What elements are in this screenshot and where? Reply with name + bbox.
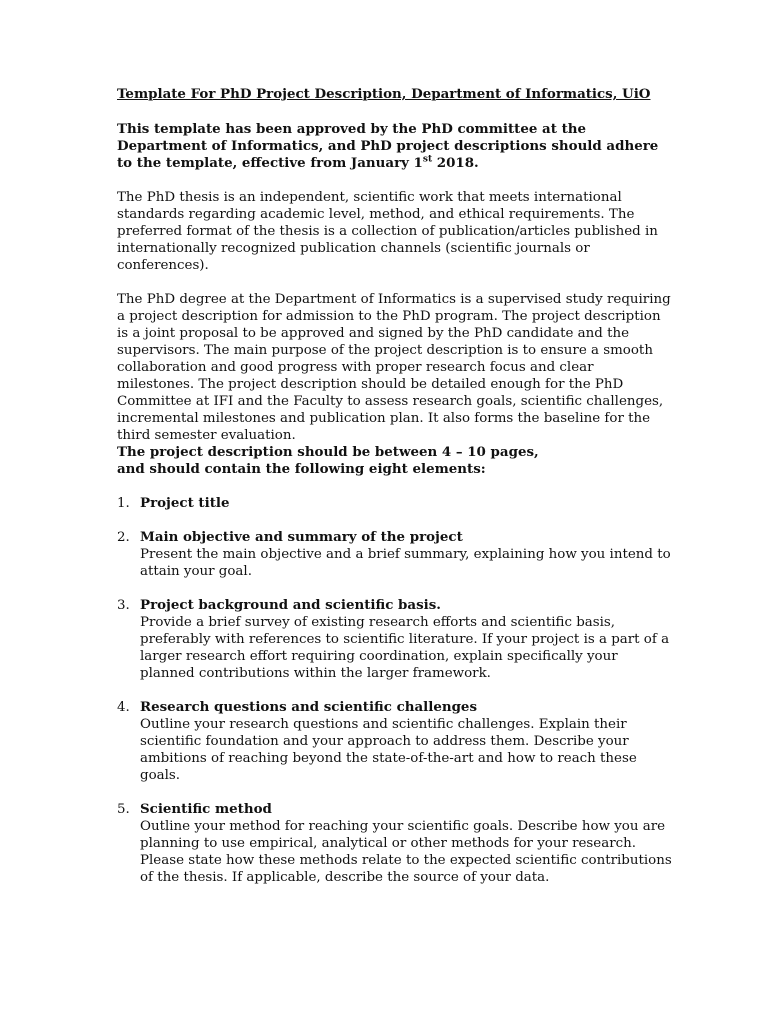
- list-item-text: Present the main objective and a brief summary, explaining how you intend to attain your goal.: [140, 547, 671, 579]
- list-item-number: 3.: [117, 598, 130, 613]
- list-item-heading: Research questions and scientific challenges: [140, 699, 477, 715]
- list-item-text: Outline your research questions and scientific challenges. Explain their scientific foundation and your approach to address them. Describe your ambitions of reaching beyond the state-of-the-art and how to reach these goals.: [140, 717, 637, 783]
- list-item-number: 5.: [117, 802, 130, 817]
- list-item-number: 1.: [117, 496, 130, 511]
- list-item-number: 4.: [117, 700, 130, 715]
- list-item: [117, 699, 672, 784]
- list-item: [117, 801, 672, 886]
- list-item-heading: Scientific method: [140, 801, 272, 817]
- ordinal-suffix: st: [422, 154, 433, 165]
- paragraph-degree: The PhD degree at the Department of Informatics is a supervised study requiring a project description for admission to the PhD program. The project description is a joint proposal to be approved and signed by the PhD candidate and the supervisors. The main purpose of the project description is to ensure a smooth collaboration and good progress with proper research focus and clear milestones. The project description should be detailed enough for the PhD Committee at IFI and the Faculty to assess research goals, scientific challenges, incremental milestones and publication plan. It also forms the baseline for the third semester evaluation.: [117, 292, 671, 443]
- elements-list: [117, 495, 672, 886]
- list-item-text: Outline your method for reaching your scientific goals. Describe how you are planning to use empirical, analytical or other methods for your research. Please state how these methods relate to the expected scientific contributions of the thesis. If applicable, describe the source of your data.: [140, 819, 672, 885]
- requirement-line-elements: and should contain the following eight elements:: [117, 461, 486, 477]
- paragraph-thesis: The PhD thesis is an independent, scientific work that meets international standards regarding academic level, method, and ethical requirements. The preferred format of the thesis is a collection of publication/articles published in internationally recognized publication channels (scientific journals or conferences).: [117, 190, 658, 273]
- list-item-heading: Project background and scientific basis.: [140, 597, 441, 613]
- list-item: [117, 597, 672, 682]
- approval-notice: [117, 121, 672, 172]
- approval-notice-text: This template has been approved by the PhD committee at the Department of Informatics, and PhD project descriptions should adhere to the template, effective from January 1: [117, 121, 659, 171]
- document-title: Template For PhD Project Description, Department of Informatics, UiO: [117, 86, 651, 102]
- list-item: [117, 495, 672, 512]
- list-item: [117, 529, 672, 580]
- list-item-heading: Project title: [140, 495, 230, 511]
- list-item-heading: Main objective and summary of the project: [140, 529, 463, 545]
- requirement-line-pages: The project description should be between 4 – 10 pages,: [117, 444, 539, 460]
- approval-notice-year: 2018.: [432, 155, 479, 171]
- list-item-number: 2.: [117, 530, 130, 545]
- list-item-text: Provide a brief survey of existing research efforts and scientific basis, preferably with references to scientific literature. If your project is a part of a larger research effort requiring coordination, explain specifically your planned contributions within the larger framework.: [140, 615, 670, 681]
